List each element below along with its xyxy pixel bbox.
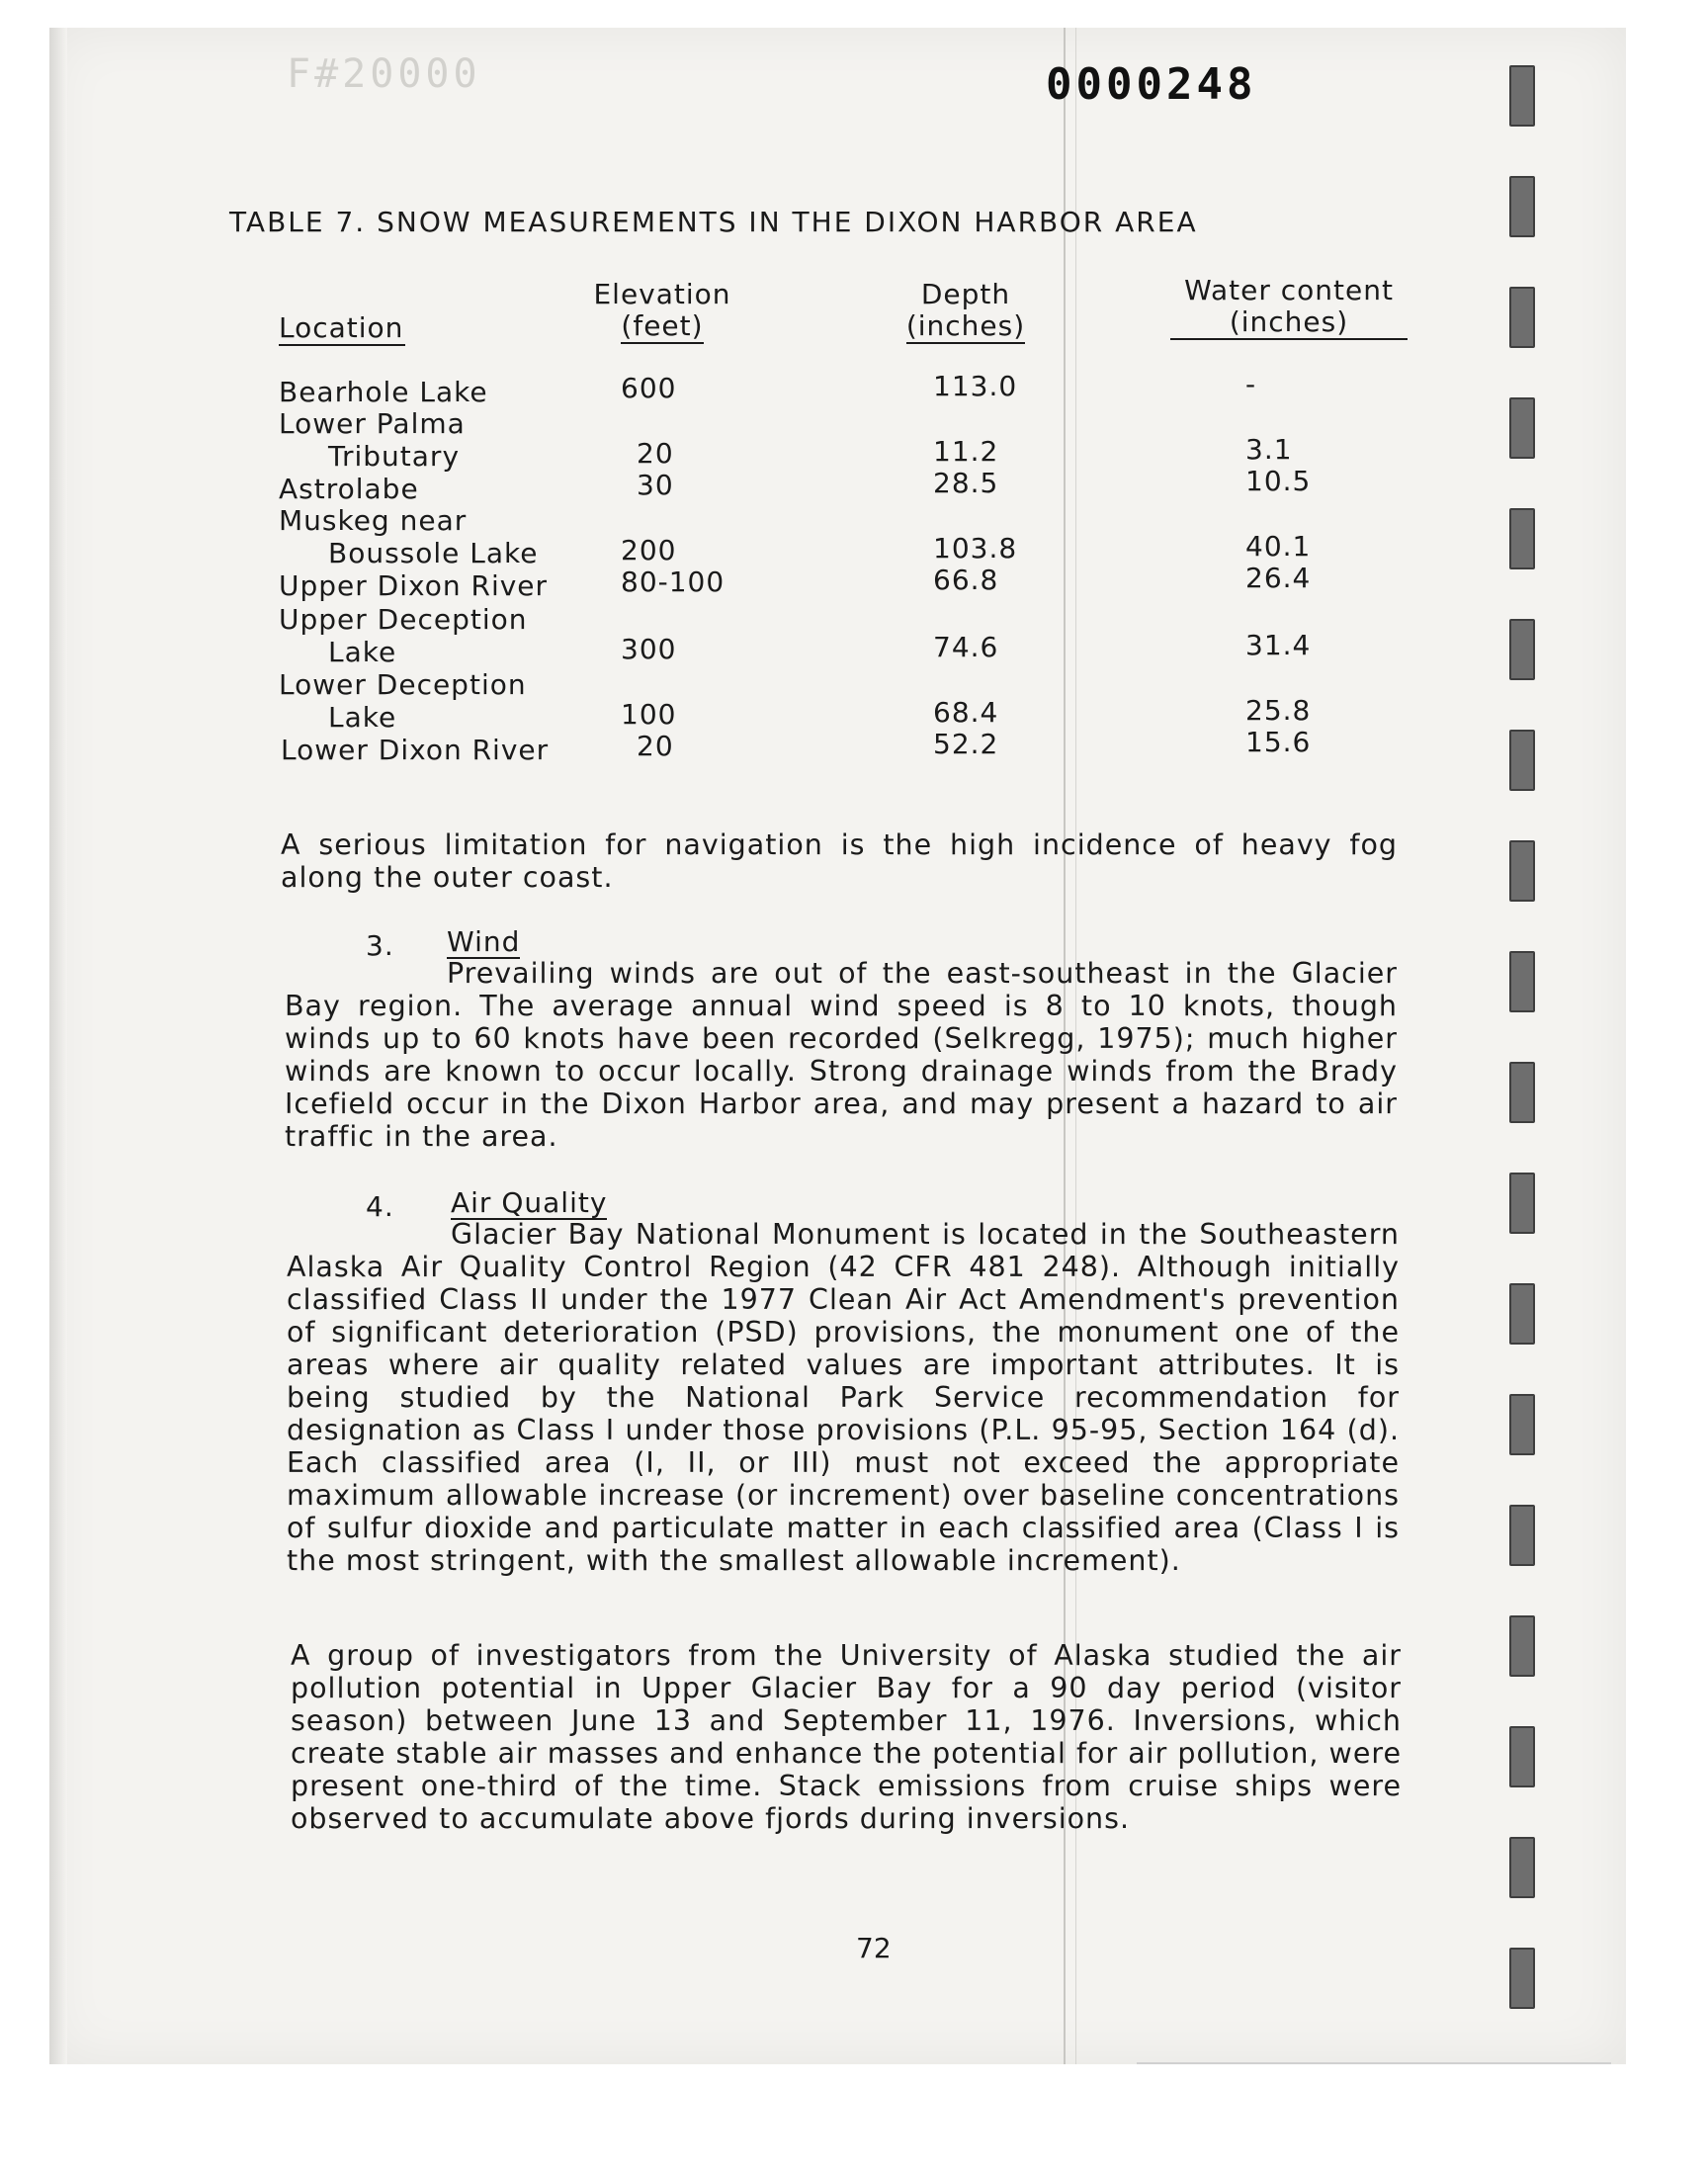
binding-hole	[1509, 1394, 1535, 1455]
bleed-through-code: F#20000	[287, 51, 481, 97]
cell-location: Bearhole Lake	[279, 376, 488, 408]
table-title: TABLE 7. SNOW MEASUREMENTS IN THE DIXON HARBOR AREA	[229, 206, 1198, 238]
cell-depth: 28.5	[933, 467, 999, 499]
column-header-elevation-unit: (feet)	[621, 309, 704, 342]
binding-hole	[1509, 397, 1535, 459]
binding-hole	[1509, 1726, 1535, 1787]
cell-location: Lower Palma Tributary	[279, 407, 466, 473]
column-header-water-title: Water content	[1184, 274, 1394, 306]
cell-elevation: 200	[621, 534, 677, 566]
binding-hole	[1509, 619, 1535, 680]
cell-elevation: 600	[621, 372, 677, 404]
section-3-heading: Wind	[447, 925, 521, 958]
cell-location: Muskeg near Boussole Lake	[279, 504, 539, 569]
page-number: 72	[856, 1932, 892, 1964]
binding-hole	[1509, 1948, 1535, 2009]
cell-elevation: 100	[621, 698, 677, 731]
document-number-stamp: 0000248	[1046, 59, 1257, 110]
column-header-location: Location	[279, 311, 404, 344]
binding-holes	[1509, 40, 1539, 2017]
fog-paragraph: A serious limitation for navigation is the high incidence of heavy fog along the outer coast.	[281, 828, 1398, 894]
section-4-heading: Air Quality	[451, 1186, 608, 1219]
cell-depth: 52.2	[933, 728, 999, 760]
column-header-elevation	[583, 279, 741, 344]
cell-depth: 74.6	[933, 631, 999, 663]
binding-hole	[1509, 65, 1535, 127]
scan-edge	[1137, 2062, 1611, 2064]
cell-location: Astrolabe	[279, 473, 419, 505]
binding-hole	[1509, 508, 1535, 569]
section-3-number: 3.	[366, 929, 394, 962]
cell-water: 3.1	[1245, 433, 1293, 466]
cell-depth: 103.8	[933, 532, 1018, 565]
cell-water: -	[1245, 368, 1257, 400]
section-3-text: Prevailing winds are out of the east-southeast in the Glacier Bay region. The average annual wind speed is 8 to 10 knots, though winds up to 60 knots have been recorded (Selkregg, 1975); much higher winds are known to occur locally. Strong drainage winds from the Brady Icefield occur in the Dixon Harbor area, and may present a hazard to air traffic in the area.	[285, 957, 1398, 1153]
cell-elevation: 300	[621, 633, 677, 665]
binding-hole	[1509, 287, 1535, 348]
cell-water: 40.1	[1245, 530, 1312, 563]
binding-hole	[1509, 1173, 1535, 1234]
section-4-text: Glacier Bay National Monument is located in the Southeastern Alaska Air Quality Control Region (42 CFR 481 248). Although initially classified Class II under the 1977 Clean Air Act Amendment's prevention of significant deterioration (PSD) provisions, the monument one of the areas where air quality related values are important attributes. It is being studied by the National Park Service recommendation for designation as Class I under those provisions (P.L. 95-95, Section 164 (d). Each classified area (I, II, or III) must not exceed the appropriate maximum allowable increase (or increment) over baseline concentrations of sulfur dioxide and particulate matter in each classified area (Class I is the most stringent, with the smallest allowable increment).	[287, 1218, 1400, 1577]
cell-location: Lower Dixon River	[281, 734, 550, 766]
cell-water: 26.4	[1245, 562, 1312, 594]
cell-elevation: 30	[637, 469, 674, 501]
binding-hole	[1509, 1062, 1535, 1123]
section-4-number: 4.	[366, 1190, 394, 1223]
column-header-depth-title: Depth	[920, 278, 1011, 310]
cell-elevation: 20	[637, 730, 674, 762]
cell-location: Upper Dixon River	[279, 569, 549, 602]
binding-hole	[1509, 1837, 1535, 1898]
cell-elevation: 20	[637, 437, 674, 470]
binding-hole	[1509, 840, 1535, 902]
binding-hole	[1509, 951, 1535, 1012]
cell-depth: 68.4	[933, 696, 999, 729]
binding-hole	[1509, 730, 1535, 791]
cell-water: 10.5	[1245, 465, 1312, 497]
cell-depth: 66.8	[933, 564, 999, 596]
cell-depth: 11.2	[933, 435, 999, 468]
cell-water: 25.8	[1245, 694, 1312, 727]
cell-location: Lower Deception Lake	[279, 668, 527, 734]
cell-location: Upper Deception Lake	[279, 603, 528, 668]
binding-hole	[1509, 176, 1535, 237]
binding-hole	[1509, 1505, 1535, 1566]
cell-water: 15.6	[1245, 726, 1312, 758]
column-header-water-content	[1170, 275, 1408, 340]
binding-hole	[1509, 1615, 1535, 1677]
final-paragraph: A group of investigators from the University of Alaska studied the air pollution potential in Upper Glacier Bay for a 90 day period (visitor season) between June 13 and September 11, 1976. Inversions, which create stable air masses and enhance the potential for air pollution, were present one-third of the time. Stack emissions from cruise ships were observed to accumulate above fjords during inversions.	[291, 1639, 1402, 1835]
page-edge-shadow	[49, 28, 67, 2064]
cell-water: 31.4	[1245, 629, 1312, 661]
column-header-elevation-title: Elevation	[593, 278, 731, 310]
column-header-depth-unit: (inches)	[905, 309, 1026, 342]
binding-hole	[1509, 1283, 1535, 1345]
cell-depth: 113.0	[933, 370, 1018, 402]
cell-elevation: 80-100	[621, 566, 726, 598]
column-header-depth	[892, 279, 1040, 344]
column-header-water-unit: (inches)	[1170, 306, 1408, 340]
